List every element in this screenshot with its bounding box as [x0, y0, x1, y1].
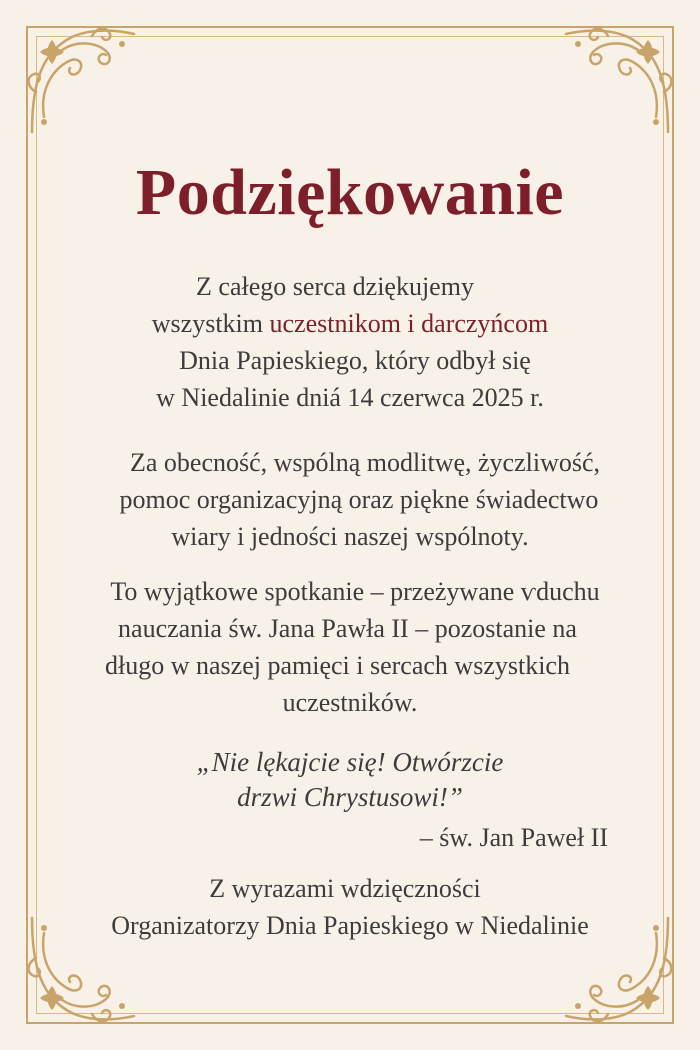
page-title: Podziękowanie	[135, 156, 565, 229]
quote-block	[0, 745, 700, 815]
gratitude-line-1: Za obecność, wspólną modlitwę, życzliwość,	[129, 448, 601, 477]
intro-line-2-prefix: wszystkim	[151, 309, 270, 338]
quote-line-2: drzwi Chrystusowi!”	[237, 782, 463, 812]
quote-author: – św. Jan Paweł II	[419, 823, 608, 852]
closing-block	[0, 870, 700, 944]
gratitude-paragraph	[0, 444, 700, 555]
ornament-corner-top-right	[558, 22, 678, 142]
closing-line-2: Organizatorzy Dnia Papieskiego w Niedalinie	[111, 911, 589, 940]
ornament-corner-top-left	[22, 22, 142, 142]
closing-line-1: Z wyrazami wdzięczności	[209, 874, 481, 903]
quote-line-1: „Nie lękajcie się! Otwórzcie	[196, 747, 504, 777]
intro-accent-text: uczestnikom i darczyńcom	[269, 309, 549, 338]
gratitude-line-2: pomoc organizacyjną oraz piękne świadectwo	[119, 485, 599, 514]
meeting-line-3: długo w naszej pamięci i sercach wszystkich	[105, 651, 570, 680]
meeting-line-1: To wyjątkowe spotkanie – przeżywane ѵduchu	[110, 577, 600, 606]
gratitude-line-3: wiary i jedności naszej wspólnoty.	[171, 522, 529, 551]
meeting-paragraph	[0, 573, 700, 721]
meeting-line-2: nauczania św. Jana Pawła II – pozostanie na	[118, 614, 577, 643]
intro-line-1: Z całego serca dziękujemy	[196, 272, 474, 301]
meeting-line-4: uczestników.	[282, 688, 418, 717]
intro-line-2	[0, 305, 700, 342]
intro-paragraph	[0, 268, 700, 416]
intro-line-3: Dnia Papieskiego, który odbył się	[179, 346, 531, 375]
intro-line-4: w Niedalinie dniá 14 czerwca 2025 r.	[156, 383, 544, 412]
